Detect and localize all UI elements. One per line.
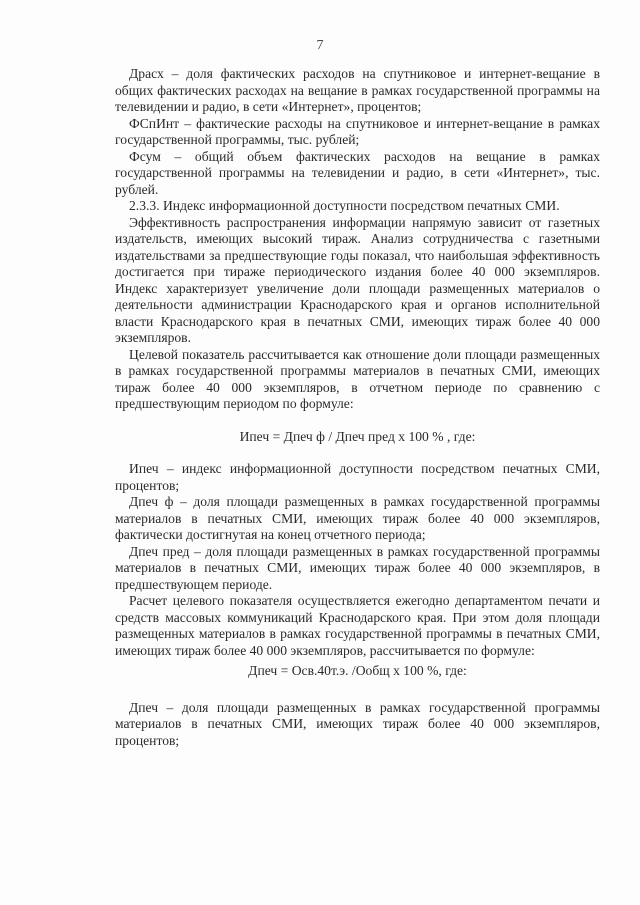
paragraph-calculation: Расчет целевого показателя осуществляется ежегодно департаментом печати и средств массовых коммуникаций Краснодарского края. При этом доля площади размещенных материалов в рамках государственной программы в печатных СМИ, имеющих тираж более 40 000 экземпляров, рассчитывается по формуле: <box>115 593 600 658</box>
formula-ipech: Ипеч = Дпеч ф / Дпеч пред х 100 % , где: <box>239 428 476 444</box>
page-number: 7 <box>316 38 324 53</box>
definition-dpech-f: Дпеч ф – доля площади размещенных в рамках государственной программы материалов в печатных СМИ, имеющих тираж более 40 000 экземпляров, фактически достигнутая на конец отчетного периода; <box>115 494 600 542</box>
definition-dpech: Дпеч – доля площади размещенных в рамках государственной программы материалов в печатных СМИ, имеющих тираж более 40 000 экземпляров, процентов; <box>115 699 600 748</box>
formula-dpech: Дпеч = Осв.40т.э. /Ообщ х 100 %, где: <box>248 663 467 678</box>
definition-dpech-pred: Дпеч пред – доля площади размещенных в рамках государственной программы материалов в печатных СМИ, имеющих тираж более 40 000 экземпляров, в предшествующем периоде. <box>115 543 600 592</box>
paragraph-fsum-definition: Фсум – общий объем фактических расходов на вещание в рамках государственной программы на телевидении и радио, в сети «Интернет», тыс. рублей. <box>115 148 600 197</box>
document-body <box>115 66 600 749</box>
paragraph-target-indicator: Целевой показатель рассчитывается как отношение доли площади размещенных в рамках государственной программы материалов в печатных СМИ, имеющих тираж более 40 000 экземпляров, в отчетном периоде по сравнению с предшествующим периодом по формуле: <box>115 346 600 411</box>
definition-ipech: Ипеч – индекс информационной доступности посредством печатных СМИ, процентов; <box>115 461 600 493</box>
paragraph-drash-definition: Драсх – доля фактических расходов на спутниковое и интернет-вещание в общих фактических расходах на вещание в рамках государственной программы на телевидении и радио, в сети «Интернет», процентов; <box>115 66 600 114</box>
paragraph-fspint-definition: ФСпИнт – фактические расходы на спутниковое и интернет-вещание в рамках государственной программы, тыс. рублей; <box>115 115 600 147</box>
section-heading-2-3-3: 2.3.3. Индекс информационной доступности посредством печатных СМИ. <box>129 198 560 213</box>
paragraph-effectiveness: Эффективность распространения информации напрямую зависит от газетных издательств, имеющих высокий тираж. Анализ сотрудничества с газетными издательствами за предшествующие годы показал, что наибольшая эффективность достигается при тираже периодического издания более 40 000 экземпляров. Индекс характеризует увеличение доли площади размещенных материалов о деятельности администрации Краснодарского края и органов исполнительной власти Краснодарского края в печатных СМИ, имеющих тираж более 40 000 экземпляров. <box>115 214 600 345</box>
